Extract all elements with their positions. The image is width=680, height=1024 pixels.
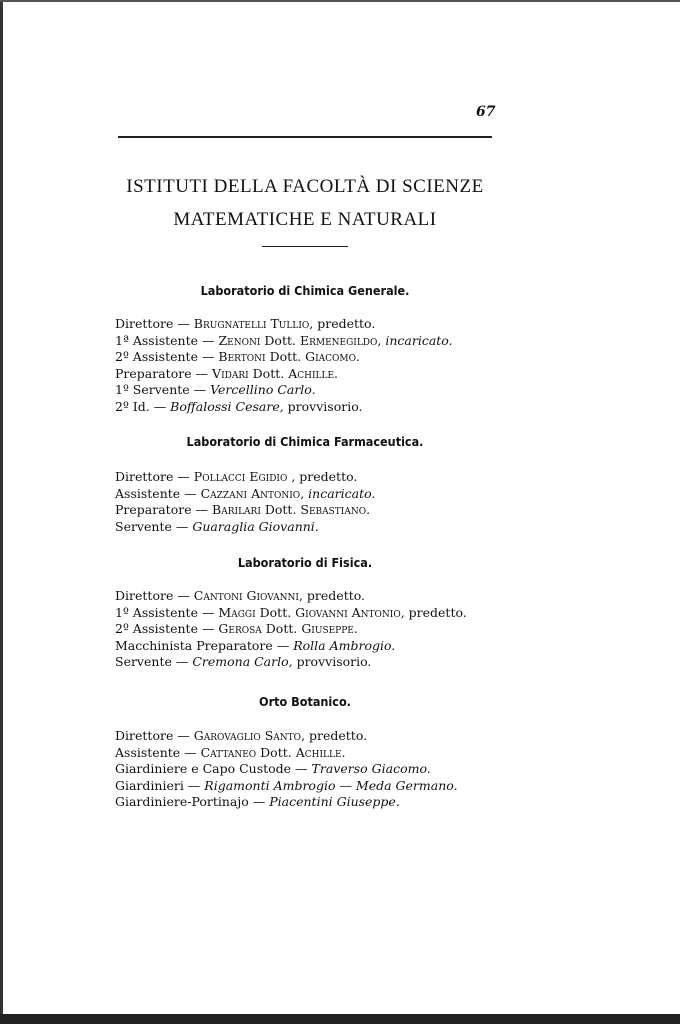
page-number: 67 (476, 104, 496, 120)
staff-entry (115, 605, 467, 622)
staff-entry (115, 728, 458, 745)
entry-text: Dott. (261, 621, 302, 637)
staff-entry (115, 333, 453, 350)
entry-text: , predetto. (301, 728, 368, 743)
person-name: Giovanni Antonio (295, 604, 401, 620)
person-name: Sebastiano (300, 502, 367, 518)
staff-entry (115, 399, 453, 416)
entry-text: Direttore — (115, 588, 194, 603)
entry-text: 1ª Assistente — (115, 332, 219, 348)
entry-text: , (300, 485, 309, 501)
entry-text: 2º Id. — (115, 398, 171, 414)
entry-text: Servente — (115, 654, 193, 670)
page-left-edge (0, 0, 3, 1024)
person-name: Guaraglia Giovanni. (192, 518, 319, 534)
entry-text: , predetto. (287, 469, 358, 484)
staff-entry (115, 502, 375, 519)
staff-entry (115, 654, 467, 671)
person-name: Barilari (212, 502, 261, 518)
entry-text: Assistente — (115, 485, 201, 501)
person-name: Cattaneo (200, 744, 257, 760)
entry-text: Dott. (248, 365, 289, 381)
person-name: incaricato. (385, 332, 453, 348)
person-name: Cremona Carlo, (192, 654, 293, 670)
staff-entry (115, 621, 467, 638)
section-heading: Laboratorio di Chimica Farmaceutica. (186, 434, 424, 449)
entry-text: Preparatore — (115, 365, 213, 381)
entry-text: . (353, 621, 358, 637)
entry-text: . (341, 744, 346, 760)
staff-entry (115, 316, 453, 333)
person-name: Ermenegildo (299, 332, 378, 348)
entry-text: Direttore — (115, 316, 194, 331)
person-name: incaricato. (308, 485, 376, 501)
person-name: Rolla Ambrogio. (293, 637, 396, 653)
person-name: Pollacci Egidio (193, 469, 288, 484)
entry-text: Preparatore — (115, 502, 213, 518)
person-name: Achille (288, 365, 335, 381)
section-heading: Orto Botanico. (259, 694, 351, 709)
page-title-line2: MATEMATICHE E NATURALI (173, 209, 437, 230)
entry-text: Direttore — (115, 728, 194, 743)
entry-text: Dott. (260, 332, 300, 348)
entry-text: Direttore — (115, 469, 194, 484)
entry-text: , predetto. (298, 588, 366, 603)
staff-list (115, 469, 375, 535)
title-divider (262, 246, 348, 247)
entry-text: Giardiniere-Portinajo — (115, 794, 270, 810)
person-name: Cantoni Giovanni (193, 588, 299, 603)
entry-text: . (334, 365, 339, 381)
page-bottom-edge (0, 1014, 680, 1024)
entry-text: Dott. (255, 604, 296, 620)
person-name: Rigamonti Ambrogio — Meda Germano. (204, 777, 458, 793)
entry-text: provvisorio. (283, 398, 363, 414)
entry-text: Servente — (115, 518, 193, 534)
staff-entry (115, 469, 375, 486)
entry-text: 2º Assistente — (115, 621, 219, 637)
person-name: Boffalossi Cesare, (170, 398, 284, 414)
person-name: Giuseppe (301, 621, 354, 637)
entry-text: , (377, 332, 386, 348)
person-name: Vercellino Carlo. (210, 382, 316, 398)
person-name: Vidari (212, 365, 249, 381)
entry-text: Dott. (265, 349, 306, 365)
staff-entry (115, 349, 453, 366)
section-heading: Laboratorio di Fisica. (237, 555, 373, 570)
staff-entry (115, 382, 453, 399)
person-name: Traverso Giacomo. (311, 761, 431, 777)
page-top-edge (0, 0, 680, 2)
person-name: Gerosa (218, 621, 262, 637)
person-name: Cazzani Antonio (200, 485, 301, 501)
staff-entry (115, 778, 458, 795)
person-name: Piacentini Giuseppe. (269, 794, 400, 810)
staff-entry (115, 794, 458, 811)
entry-text: . (356, 349, 361, 365)
entry-text: . (366, 502, 371, 518)
section-heading: Laboratorio di Chimica Generale. (200, 283, 410, 298)
entry-text: 1º Assistente — (115, 604, 219, 620)
entry-text: Dott. (260, 502, 301, 518)
person-name: Brugnatelli Tullio (193, 316, 310, 331)
person-name: Maggi (218, 604, 256, 620)
staff-list (115, 728, 458, 811)
staff-entry (115, 486, 375, 503)
staff-entry (115, 588, 467, 605)
staff-entry (115, 638, 467, 655)
page-title-line1: ISTITUTI DELLA FACOLTÀ DI SCIENZE (126, 176, 484, 197)
staff-entry (115, 761, 458, 778)
staff-entry (115, 366, 453, 383)
person-name: Achille (295, 744, 342, 760)
entry-text: Dott. (256, 744, 296, 760)
staff-entry (115, 519, 375, 536)
entry-text: 2º Assistente — (115, 349, 219, 365)
staff-list (115, 316, 453, 416)
entry-text: Assistente — (115, 744, 201, 760)
person-name: Giacomo (305, 349, 357, 365)
entry-text: Macchinista Preparatore — (115, 637, 294, 653)
entry-text: Giardiniere e Capo Custode — (115, 761, 312, 777)
entry-text: Giardinieri — (115, 777, 205, 793)
entry-text: 1º Servente — (115, 382, 211, 398)
staff-entry (115, 745, 458, 762)
entry-text: , predetto. (400, 604, 467, 620)
person-name: Bertoni (218, 349, 266, 365)
entry-text: , predetto. (309, 316, 376, 331)
person-name: Garovaglio Santo (193, 728, 302, 743)
entry-text: provvisorio. (292, 654, 372, 670)
staff-list (115, 588, 467, 671)
person-name: Zenoni (218, 332, 261, 348)
header-rule (118, 136, 492, 138)
